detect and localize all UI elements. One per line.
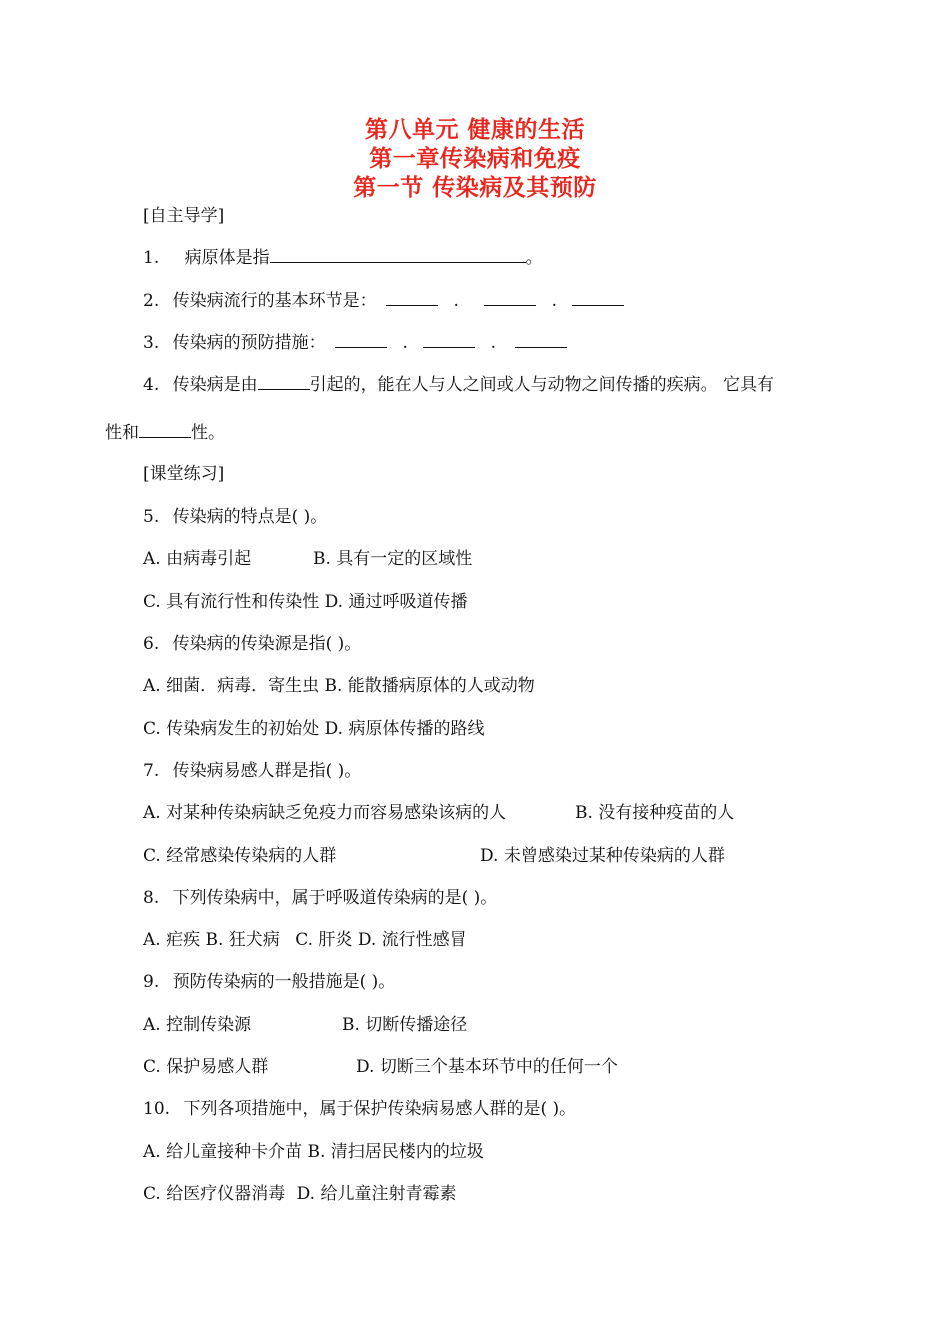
question-text: 传染病的预防措施： xyxy=(172,333,326,353)
separator: . xyxy=(453,291,459,311)
option-d: D. 流行性感冒 xyxy=(357,930,467,950)
question-number: 1. xyxy=(143,248,160,268)
question-5-options-ab xyxy=(143,547,472,571)
option-a: A. 细菌．病毒．寄生虫 xyxy=(143,676,320,696)
question-text: 传染病流行的基本环节是： xyxy=(172,291,377,311)
question-3 xyxy=(143,331,567,355)
option-a: A. 对某种传染病缺乏免疫力而容易感染该病的人 xyxy=(143,803,507,823)
question-number: 3. xyxy=(143,333,160,353)
question-end: 。 xyxy=(525,248,543,268)
question-6-options-cd xyxy=(143,717,484,741)
question-10-options-cd xyxy=(143,1182,456,1206)
question-4-continued xyxy=(105,421,225,445)
question-number: 8. xyxy=(143,888,160,908)
question-4 xyxy=(143,373,774,397)
separator: . xyxy=(490,333,497,353)
option-c: C. 肝炎 xyxy=(295,930,353,950)
question-text-d: 性。 xyxy=(191,423,225,443)
question-number: 4. xyxy=(143,375,160,395)
option-a: A. 疟疾 xyxy=(143,930,201,950)
option-c: C. 经常感染传染病的人群 xyxy=(143,846,337,866)
answer-blank xyxy=(515,331,567,348)
option-a: A. 给儿童接种卡介苗 xyxy=(143,1142,303,1162)
question-text-a: 传染病是由 xyxy=(172,375,258,395)
option-d: D. 病原体传播的路线 xyxy=(324,719,485,739)
option-b: B. 狂犬病 xyxy=(205,930,280,950)
question-stem: 下列各项措施中，属于保护传染病易感人群的是( )。 xyxy=(183,1099,577,1119)
question-number: 10. xyxy=(143,1099,171,1119)
question-number: 2. xyxy=(143,291,160,311)
answer-blank xyxy=(386,289,438,306)
question-7 xyxy=(143,759,361,783)
option-d: D. 给儿童注射青霉素 xyxy=(296,1184,457,1204)
option-b: B. 切断传播途径 xyxy=(342,1015,468,1035)
option-a: A. 控制传染源 xyxy=(143,1015,252,1035)
option-c: C. 给医疗仪器消毒 xyxy=(143,1184,286,1204)
option-b: B. 具有一定的区域性 xyxy=(313,549,473,569)
question-stem: 传染病易感人群是指( )。 xyxy=(172,761,362,781)
answer-blank xyxy=(572,289,624,306)
section-title: 第一节 传染病及其预防 xyxy=(353,174,597,201)
question-stem: 传染病的传染源是指( )。 xyxy=(172,634,362,654)
option-c: C. 具有流行性和传染性 xyxy=(143,592,320,612)
question-7-options-cd xyxy=(143,844,725,868)
answer-blank xyxy=(423,331,475,348)
question-1 xyxy=(143,246,543,270)
option-a: A. 由病毒引起 xyxy=(143,549,252,569)
question-6 xyxy=(143,632,361,656)
separator: . xyxy=(402,333,408,353)
question-stem: 预防传染病的一般措施是( )。 xyxy=(172,972,396,992)
separator: . xyxy=(551,291,558,311)
option-b: B. 清扫居民楼内的垃圾 xyxy=(307,1142,484,1162)
practice-heading: [课堂练习] xyxy=(143,464,225,484)
question-number: 5. xyxy=(143,507,160,527)
option-b: B. 没有接种疫苗的人 xyxy=(575,803,735,823)
question-10-options-ab xyxy=(143,1140,484,1164)
question-number: 9. xyxy=(143,972,160,992)
question-stem: 传染病的特点是( )。 xyxy=(172,507,328,527)
answer-blank xyxy=(484,289,536,306)
question-9 xyxy=(143,970,395,994)
answer-blank xyxy=(335,331,387,348)
option-b: B. 能散播病原体的人或动物 xyxy=(324,676,535,696)
question-7-options-ab xyxy=(143,801,734,825)
chapter-title: 第一章传染病和免疫 xyxy=(369,145,581,172)
question-10 xyxy=(143,1097,576,1121)
question-stem: 下列传染病中，属于呼吸道传染病的是( )。 xyxy=(172,888,498,908)
question-number: 6. xyxy=(143,634,160,654)
option-d: D. 通过呼吸道传播 xyxy=(324,592,468,612)
option-c: C. 保护易感人群 xyxy=(143,1057,269,1077)
question-5-options-cd xyxy=(143,590,467,614)
question-text: 病原体是指 xyxy=(184,248,270,268)
question-9-options-ab xyxy=(143,1013,467,1037)
question-5 xyxy=(143,505,327,529)
question-text-b: 引起的，能在人与人之间或人与动物之间传播的疾病。 它具有 xyxy=(309,375,775,395)
question-text-c: 性和 xyxy=(105,423,139,443)
question-6-options-ab xyxy=(143,674,535,698)
answer-blank xyxy=(258,373,310,390)
unit-title: 第八单元 健康的生活 xyxy=(364,116,585,143)
question-8-options xyxy=(143,928,467,952)
question-number: 7. xyxy=(143,761,160,781)
option-c: C. 传染病发生的初始处 xyxy=(143,719,320,739)
question-9-options-cd xyxy=(143,1055,618,1079)
option-d: D. 未曾感染过某种传染病的人群 xyxy=(480,846,725,866)
answer-blank xyxy=(139,421,191,438)
option-d: D. 切断三个基本环节中的任何一个 xyxy=(356,1057,618,1077)
self-study-heading: [自主导学] xyxy=(143,206,225,226)
question-2 xyxy=(143,289,624,313)
question-8 xyxy=(143,886,497,910)
answer-blank xyxy=(270,246,526,263)
